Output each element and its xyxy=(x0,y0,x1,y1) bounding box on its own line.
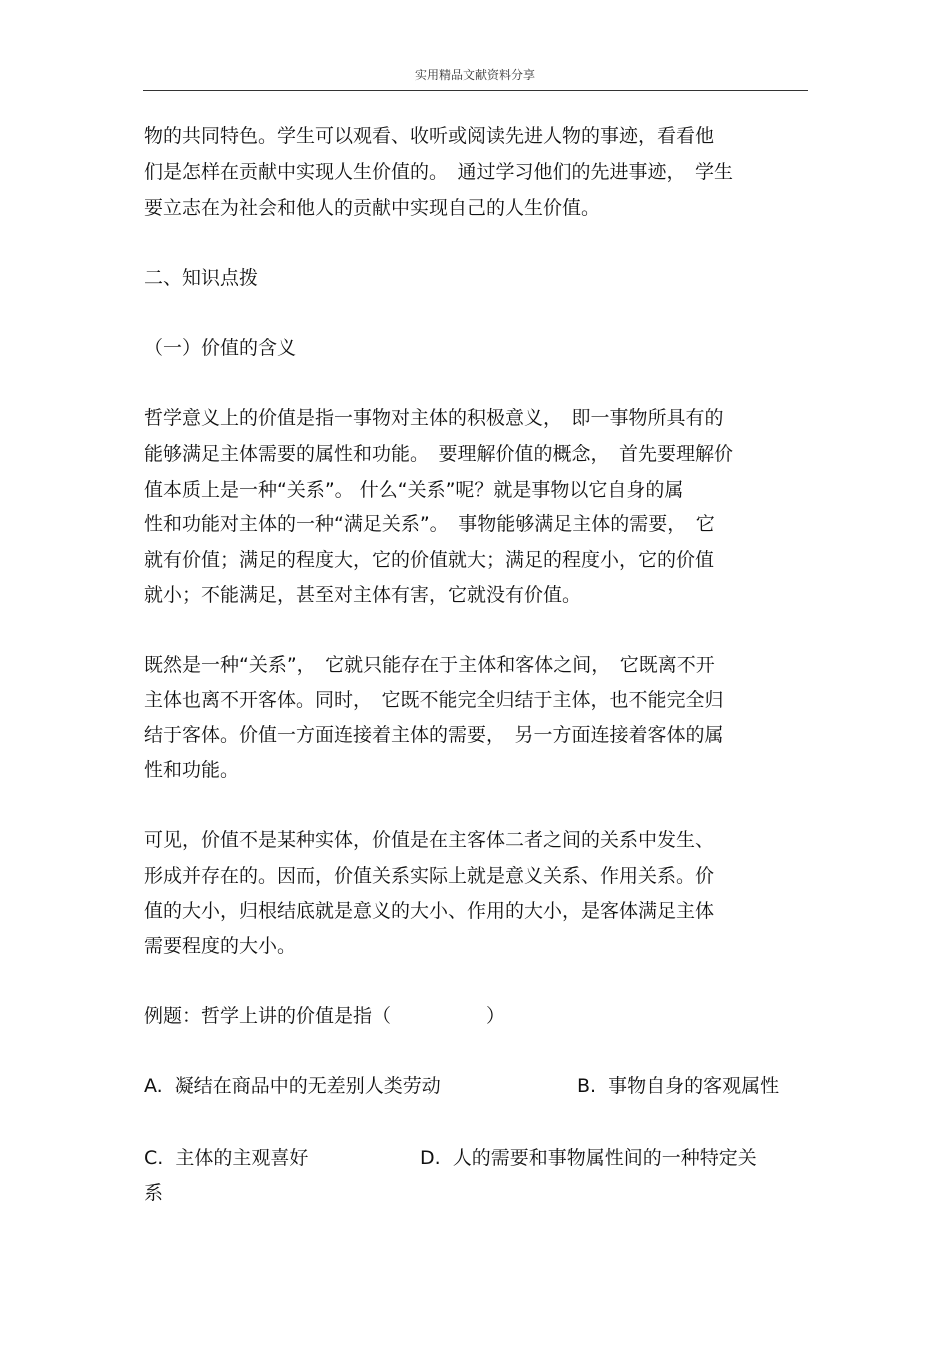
option-d: D. 人的需要和事物属性间的一种特定关 xyxy=(420,1147,757,1169)
body-line: 性和功能。 xyxy=(144,759,240,781)
body-line: 既然是一种“关系”， 它就只能存在于主体和客体之间， 它既离不开 xyxy=(144,654,715,676)
example-question: 例题：哲学上讲的价值是指（ ） xyxy=(144,1005,506,1027)
section-heading: 二、知识点拨 xyxy=(144,267,259,289)
body-line: 主体也离不开客体。同时， 它既不能完全归结于主体，也不能完全归 xyxy=(144,689,724,711)
option-c: C. 主体的主观喜好 xyxy=(144,1147,309,1169)
body-line: 值的大小，归根结底就是意义的大小、作用的大小，是客体满足主体 xyxy=(144,900,715,922)
body-line: 需要程度的大小。 xyxy=(144,935,297,957)
body-line: 形成并存在的。因而，价值关系实际上就是意义关系、作用关系。价 xyxy=(144,865,715,887)
body-line: 物的共同特色。学生可以观看、收听或阅读先进人物的事迹，看看他 xyxy=(144,125,715,147)
option-a: A. 凝结在商品中的无差别人类劳动 xyxy=(144,1075,441,1097)
page-header: 实用精品文献资料分享 xyxy=(414,68,535,82)
body-line: 结于客体。价值一方面连接着主体的需要， 另一方面连接着客体的属 xyxy=(144,724,724,746)
body-line: 就小；不能满足，甚至对主体有害，它就没有价值。 xyxy=(144,584,582,606)
option-d-continuation: 系 xyxy=(144,1182,164,1204)
body-line: 性和功能对主体的一种“满足关系”。 事物能够满足主体的需要， 它 xyxy=(144,513,715,535)
subsection-heading: （一）价值的含义 xyxy=(144,337,297,359)
body-line: 能够满足主体需要的属性和功能。 要理解价值的概念， 首先要理解价 xyxy=(144,443,734,465)
body-line: 要立志在为社会和他人的贡献中实现自己的人生价值。 xyxy=(144,197,601,219)
body-line: 哲学意义上的价值是指一事物对主体的积极意义， 即一事物所具有的 xyxy=(144,407,724,429)
body-line: 值本质上是一种“关系”。 什么“关系”呢？就是事物以它自身的属 xyxy=(144,479,684,501)
body-line: 们是怎样在贡献中实现人生价值的。 通过学习他们的先进事迹， 学生 xyxy=(144,161,734,183)
body-line: 可见，价值不是某种实体，价值是在主客体二者之间的关系中发生、 xyxy=(144,829,715,851)
option-b: B. 事物自身的客观属性 xyxy=(577,1075,780,1097)
body-line: 就有价值；满足的程度大，它的价值就大；满足的程度小，它的价值 xyxy=(144,549,715,571)
header-divider xyxy=(143,90,808,91)
